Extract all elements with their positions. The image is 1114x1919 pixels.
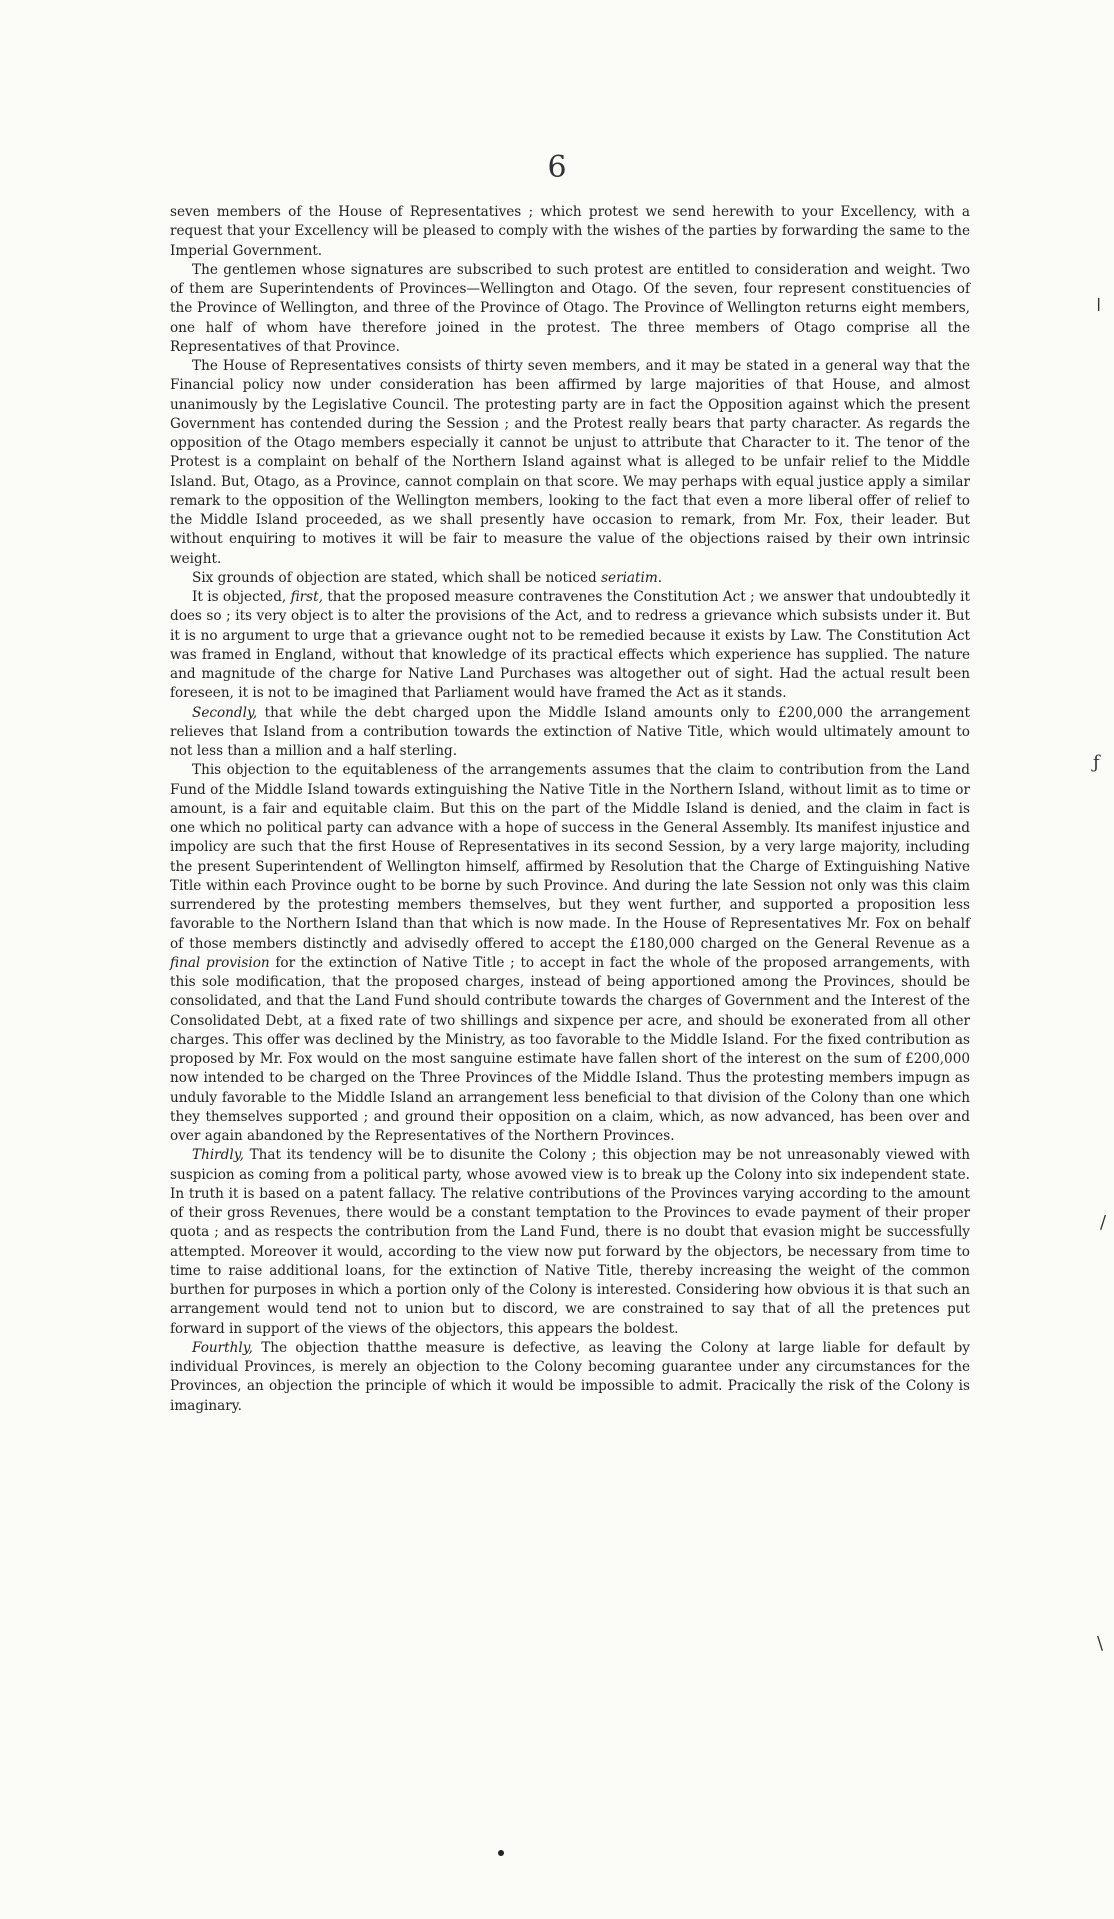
paragraph-5-tail: that the proposed measure contravenes the Constitution Act ; we answer that undoubtedly it does so ; its very object is to alter the provisions of the Act, and to redress a grievance which subsists under it. But it is no argument to urge that a grievance ought not to be remedied because it exists by Law. The Constitution Act was framed in England, without that knowledge of its practical effects which experience has supplied. The nature and magnitude of the charge for Native Land Purchases was altogether out of sight. Had the actual result been foreseen, it is not to be imagined that Parliament would have framed the Act as it stands. [170,589,970,702]
paragraph-7-text: This objection to the equitableness of the arrangements assumes that the claim to contribution from the Land Fund of the Middle Island towards extinguishing the Native Title in the Northern Island, without limit as to time or amount, is a fair and equitable claim. But this on the part of the Middle Island is denied, and the claim in fact is one which no political party can advance with a hope of success in the General Assembly. Its manifest injustice and impolicy are such that the first House of Representatives in its second Session, by a very large majority, including the present Superintendent of Wellington himself, affirmed by Resolution that the Charge of Extinguishing Native Title within each Province ought to be borne by such Province. And during the late Session not only was this claim surrendered by the protesting members themselves, but they went further, and supported a proposition less favorable to the Northern Island than that which is now made. In the House of Representatives Mr. Fox on behalf of those members distinctly and advisedly offered to accept the £180,000 charged on the General Revenue as a [170,762,970,952]
paragraph-4-emphasis: seriatim [601,569,658,586]
paragraph-5-emphasis: first, [290,589,323,605]
paragraph-4-text: Six grounds of objection are stated, which shall be noticed [192,569,602,586]
paragraph-8-emphasis: Thirdly, [192,1147,244,1164]
paragraph-9-emphasis: Fourthly, [192,1339,253,1356]
paragraph-9 [170,1339,970,1416]
paragraph-5-text: It is objected, [192,589,291,605]
stray-dot [498,1850,504,1856]
page-number: 6 [547,150,567,185]
margin-mark-4: \ [1097,1633,1104,1654]
paragraph-9-tail: The objection thatthe measure is defective, as leaving the Colony at large liable for default by individual Provinces, is merely an objection to the Colony becoming guarantee under any circumstances for the Provinces, an objection the principle of which it would be impossible to admit. Pracically the risk of the Colony is imaginary. [170,1339,970,1414]
paragraph-6 [170,704,970,762]
paragraph-3: The House of Representatives consists of thirty seven members, and it may be stated in a general way that the Financial policy now under consideration has been affirmed by large majorities of that House, and almost unanimously by the Legislative Council. The protesting party are in fact the Opposition against which the present Government has contended during the Session ; and the Protest really bears that party character. As regards the opposition of the Otago members especially it cannot be unjust to attribute that Character to it. The tenor of the Protest is a complaint on behalf of the Northern Island against what is alleged to be unfair relief to the Middle Island. But, Otago, as a Province, cannot complain on that score. We may perhaps with equal justice apply a similar remark to the opposition of the Wellington members, looking to the fact that even a more liberal offer of relief to the Middle Island proceeded, as we shall presently have occasion to remark, from Mr. Fox, their leader. But without enquiring to motives it will be fair to measure the value of the objections raised by their own intrinsic weight. [170,358,970,567]
paragraph-2: The gentlemen whose signatures are subscribed to such protest are entitled to consideration and weight. Two of them are Superintendents of Provinces—Wellington and Otago. Of the seven, four represent constituencies of the Province of Wellington, and three of the Province of Otago. The Province of Wellington returns eight members, one half of whom have therefore joined in the protest. The three members of Otago comprise all the Representatives of that Province. [170,261,970,355]
paragraph-4 [170,569,970,588]
paragraph-7-tail: for the extinction of Native Title ; to accept in fact the whole of the proposed arrangements, with this sole modification, that the proposed charges, instead of being apportioned among the Provinces, should be consolidated, and that the Land Fund should contribute towards the charges of Government and the Interest of the Consolidated Debt, at a fixed rate of two shillings and sixpence per acre, and should be exonerated from all other charges. This offer was declined by the Ministry, as too favorable to the Middle Island. For the fixed contribution as proposed by Mr. Fox would on the most sanguine estimate have fallen short of the interest on the sum of £200,000 now intended to be charged on the Three Provinces of the Middle Island. Thus the protesting members impugn as unduly favorable to the Middle Island an arrangement less beneficial to that division of the Colony than one which they themselves supported ; and ground their opposition on a claim, which, as now advanced, has been over and over again abandoned by the Representatives of the Northern Provinces. [170,954,970,1144]
paragraph-8-tail: That its tendency will be to disunite the Colony ; this objection may be not unreasonably viewed with suspicion as coming from a political party, whose avowed view is to break up the Colony into six independent state. In truth it is based on a patent fallacy. The relative contributions of the Provinces varying according to the amount of their gross Revenues, there would be a constant temptation to the Provinces to evade payment of their proper quota ; and as respects the contribution from the Land Fund, there is no doubt that evasion might be successfully attempted. Moreover it would, according to the view now put forward by the objectors, be necessary from time to time to raise additional loans, for the extinction of Native Title, thereby increasing the weight of the common burthen for purposes in which a portion only of the Colony is interested. Considering how obvious it is that such an arrangement would tend not to union but to discord, we are constrained to say that of all the pretences put forward in support of the views of the objectors, this appears the boldest. [170,1147,970,1337]
paragraph-5 [170,588,970,704]
paragraph-1: seven members of the House of Representatives ; which protest we send herewith to your Excellency, with a request that your Excellency will be pleased to comply with the wishes of the parties by forwarding the same to the Imperial Government. [170,204,970,259]
paragraph-8 [170,1146,970,1339]
margin-mark-2: ƒ [1093,752,1100,773]
paragraph-4-tail: . [657,569,663,586]
margin-mark-1: ǀ [1096,295,1102,316]
margin-mark-3: / [1100,1212,1107,1233]
paragraph-6-emphasis: Secondly, [192,704,258,721]
paragraph-6-tail: that while the debt charged upon the Middle Island amounts only to £200,000 the arrangement relieves that Island from a contribution towards the extinction of Native Title, which would ultimately amount to not less than a million and a half sterling. [170,704,970,759]
paragraph-7-emphasis: final provision [170,954,270,971]
paragraph-7 [170,761,970,1146]
body-text [170,203,970,1416]
